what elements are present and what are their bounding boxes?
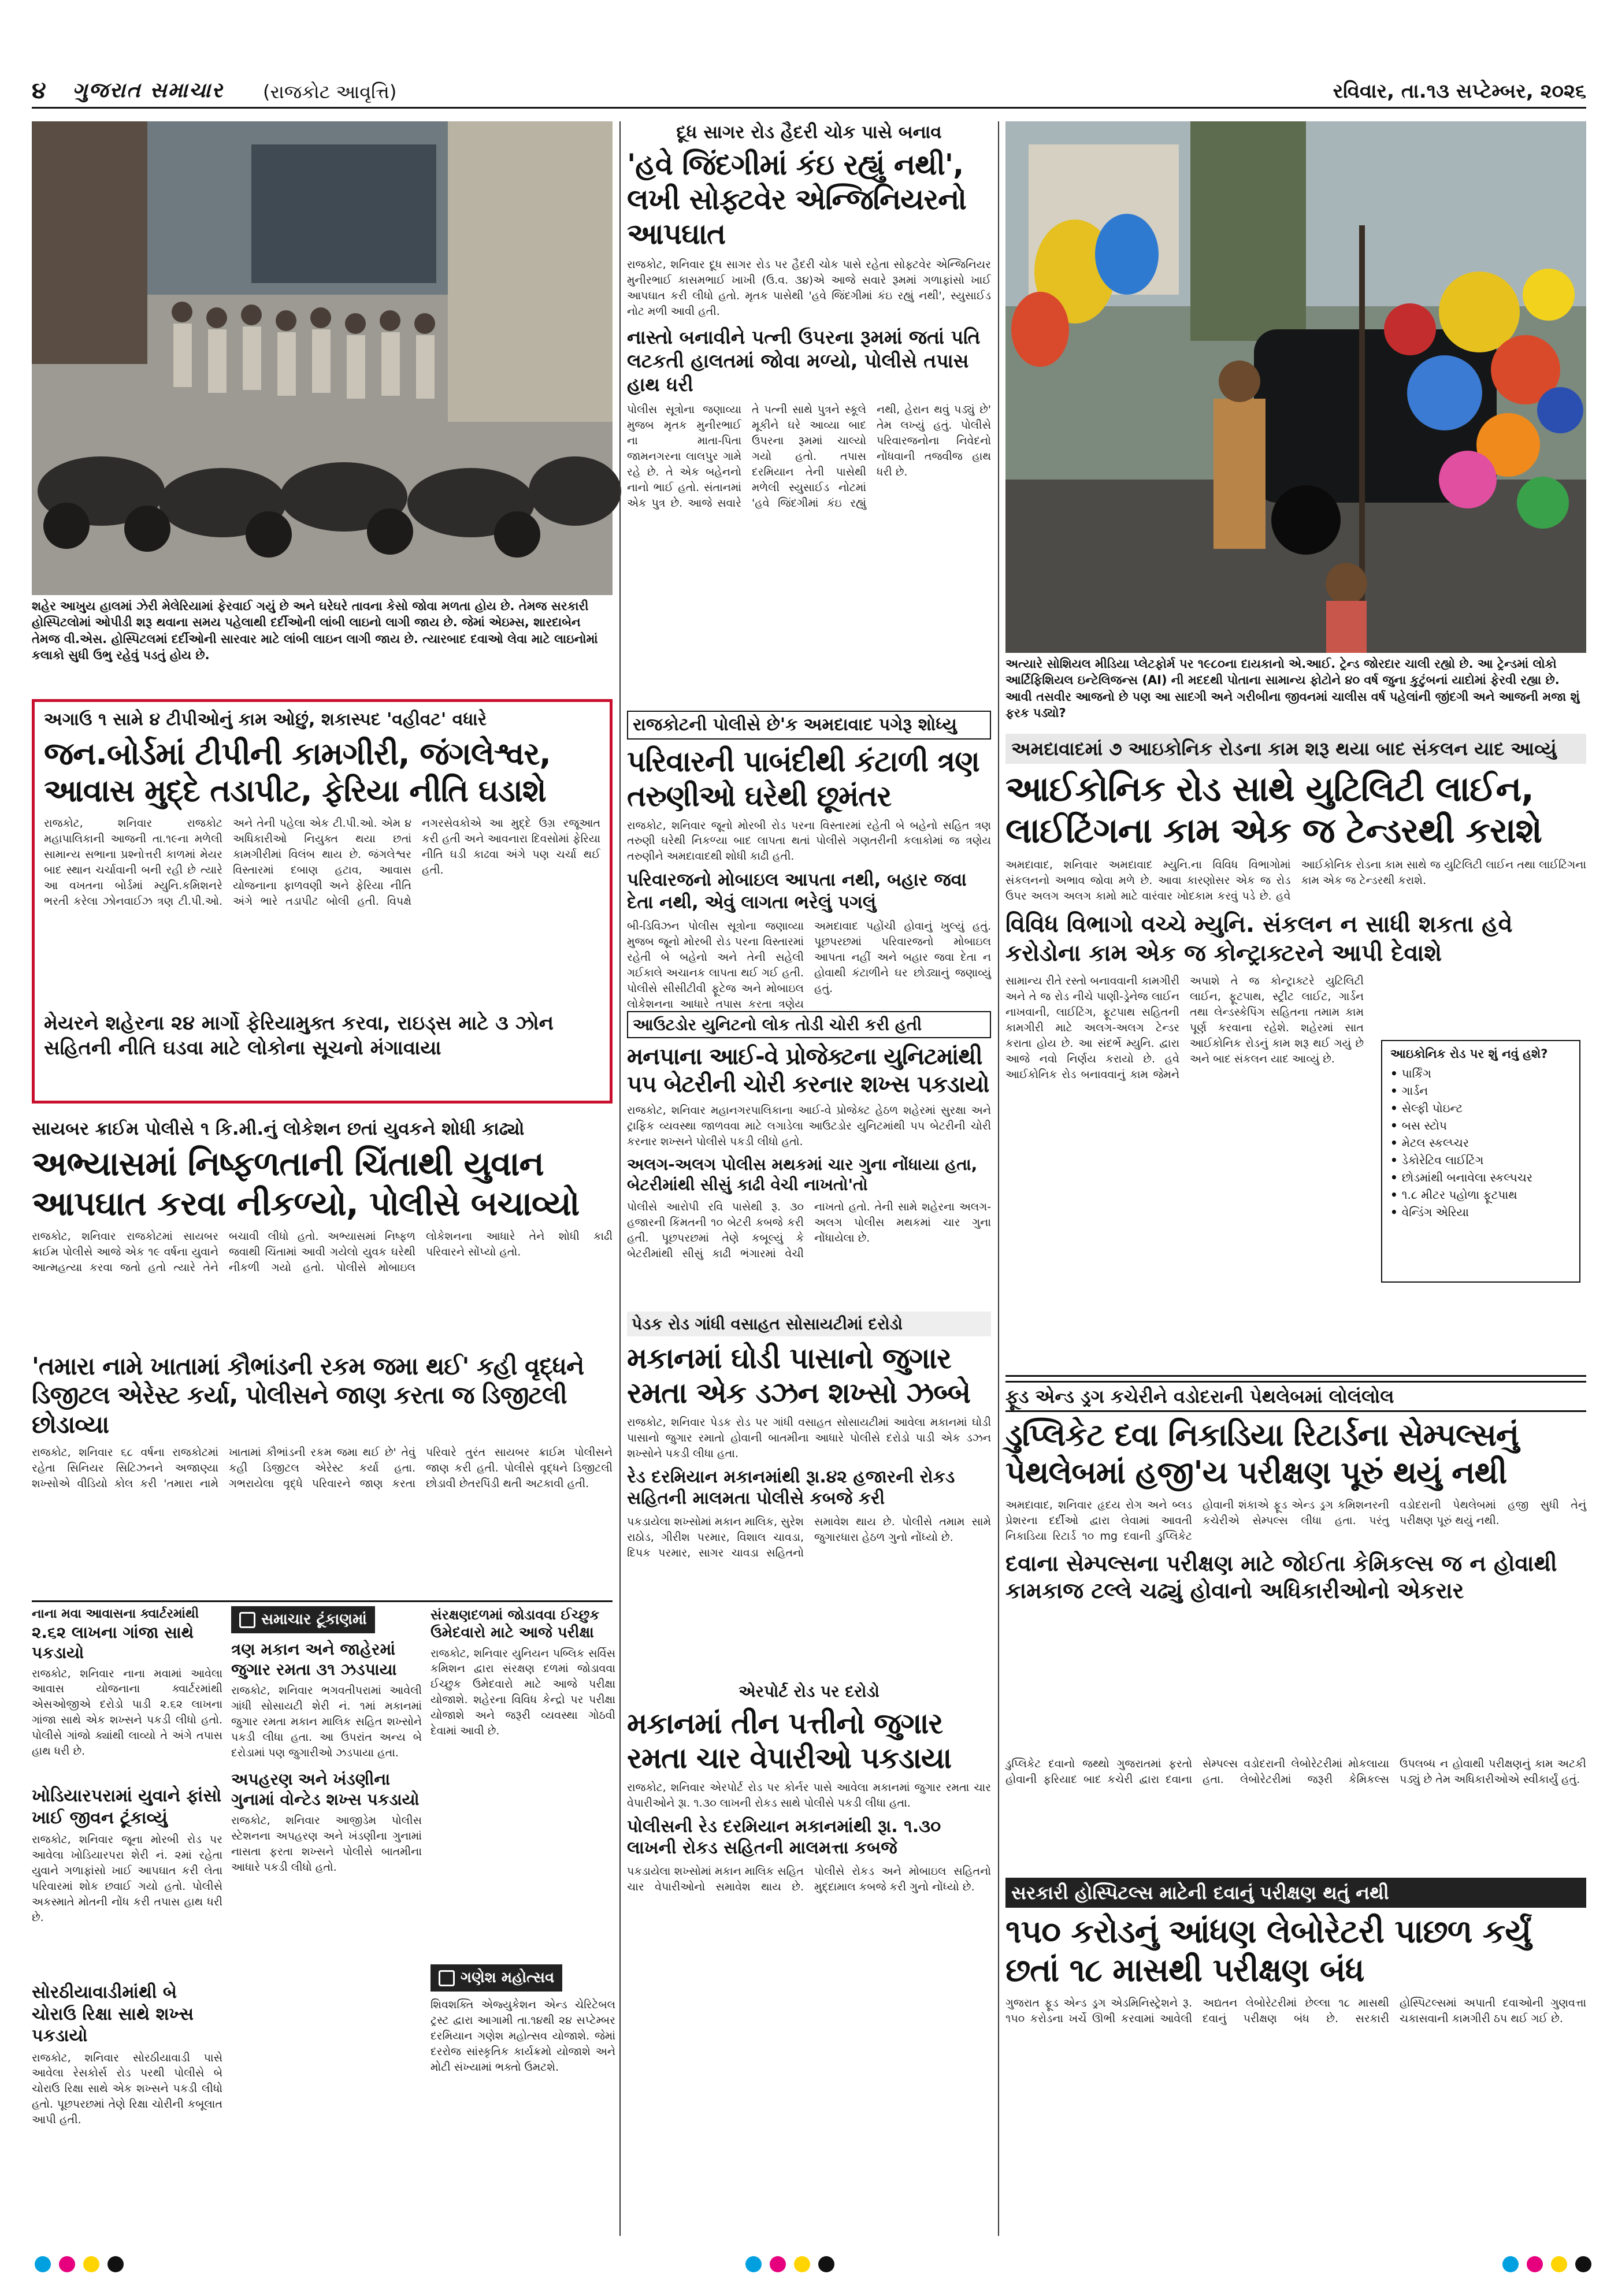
- page-number: ૪: [32, 77, 46, 104]
- ganesh-festival-tag: [431, 1964, 562, 1992]
- story-defence-exam: [431, 1606, 615, 1953]
- story-kicker: સાયબર ક્રાઈમ પોલીસે ૧ કિ.મી.નું લોકેશન છતાં યુવકને શોધી કાઢ્યો: [32, 1119, 525, 1139]
- story-subhead: પરિવારજનો મોબાઇલ આપતા નથી, બહાર જવા દેતા નથી, એવું લાગતા ભરેલું પગલું: [627, 870, 967, 913]
- brief-body: રાજકોટ, શનિવાર ભગવતીપરામાં આવેલી ગાંધી સોસાયટી શેરી નં. ૧માં મકાનમાં જુગાર રમતા મકાન માલિક સહિત શખ્સોને પકડી લીધા હતા. આ ઉપરાંત અન્ય બે દરોડામાં પણ જુગારીઓ ઝડપાયા હતા.: [231, 1684, 422, 1759]
- feature-item: • મેટલ સ્કલ્પ્ચર: [1390, 1134, 1571, 1151]
- story-gambling-traders: [627, 1681, 991, 2236]
- edition-label: (રાજકોટ આવૃત્તિ): [263, 81, 397, 103]
- story-headline: ૨.૬૨ લાખના ગાંજા સાથે પકડાયો: [32, 1622, 194, 1662]
- toy-vendor-illustration: [1005, 121, 1586, 653]
- hourglass-icon: [239, 1612, 255, 1628]
- feature-item: • સેલ્ફી પોઇન્ટ: [1390, 1099, 1571, 1117]
- story-body: રાજકોટ, શનિવાર રાજકોટમાં સાયબર ક્રાઈમ પોલીસે આજે એક ૧૯ વર્ષના યુવાને આત્મહત્યા કરવા જતો હતો ત્યારે તેને બચાવી લીધો હતો. અભ્યાસમાં નિષ્ફળ જવાથી ચિંતામાં આવી ગયેલો યુવક ઘરેથી નીકળી ગયો હતો. પોલીસે મોબાઇલ લોકેશનના આધારે તેને શોધી કાઢી પરિવારને સોંપ્યો હતો.: [32, 1229, 613, 1274]
- story-digital-arrest: [32, 1352, 613, 1595]
- right-photo-caption: અત્યારે સોશિયલ મીડિયા પ્લેટફોર્મ પર ૧૯૮૦ના દાયકાનો એ.આઈ. ટ્રેન્ડ જોરદાર ચાલી રહ્યો છે. આ ટ્રેન્ડમાં લોકો આર્ટિફિશિયલ ઇન્ટેલિજન્સ (AI) ની મદદથી પોતાના સામાન્ય ફોટોને ૪૦ વર્ષ જુના કુટુંબનાં યાદોમાં ફેરવી રહ્યા છે. આવી તસવીર આજનો છે પણ આ સાદગી અને ગરીબીના જીવનમાં ચાલીસ વર્ષ પહેલાંની જીંદગી અને આજની મજા શું ફરક પડ્યો?: [1005, 657, 1580, 720]
- color-registration-marks: [35, 2256, 124, 2272]
- story-kicker: પેડક રોડ ગાંધી વસાહત સોસાયટીમાં દરોડો: [627, 1312, 991, 1336]
- story-subhead: અલગ-અલગ પોલીસ મથકમાં ચાર ગુના નોંધાયા હતા, બેટરીમાંથી સીસું કાઢી વેચી નાખતો'તો: [627, 1154, 978, 1194]
- story-subhead: મેયરને શહેરના ૨૪ માર્ગો ફેરિયામુક્ત કરવા, રાઇડ્સ માટે ૩ ઝોન સહિતની નીતિ ઘડવા માટે લોકોના સૂચનો મંગાવાયા: [44, 1012, 554, 1060]
- story-body: ગુજરાત ફૂડ એન્ડ ડ્રગ એડમિનિસ્ટ્રેશને રૂ. ૧૫૦ કરોડના ખર્ચે ઊભી કરવામાં આવેલી અદ્યતન લેબોરેટરીમાં છેલ્લા ૧૮ માસથી દવાનું પરીક્ષણ બંધ છે. સરકારી હોસ્પિટલ્સમાં અપાતી દવાઓની ગુણવત્તા ચકાસવાની કામગીરી ઠપ થઈ ગઈ છે.: [1005, 1997, 1586, 2026]
- story-ganja-seizure: [32, 1606, 222, 1779]
- story-subhead: નાસ્તો બનાવીને પત્ની ઉપરના રૂમમાં જતાં પતિ લટકતી હાલતમાં જોવા મળ્યો, પોલીસે તપાસ હાથ ધરી: [627, 325, 981, 396]
- brief-headline: અપહરણ અને ખંડણીના ગુનામાં વોન્ટેડ શખ્સ પકડાયો: [231, 1769, 420, 1809]
- section-rule: [32, 1600, 613, 1602]
- story-body-continued: ડુપ્લિકેટ દવાનો જથ્થો ગુજરાતમાં ફરતો હોવાની ફરિયાદ બાદ કચેરી દ્વારા દવાના સેમ્પલ્સ વડોદરાની લેબોરેટરીમાં મોકલાયા હતા. લેબોરેટરીમાં જરૂરી કેમિકલ્સ ઉપલબ્ધ ન હોવાથી પરીક્ષણનું કામ અટકી પડ્યું છે તેમ અધિકારીઓએ સ્વીકાર્યું હતું.: [1005, 1758, 1586, 1786]
- feature-item: • ડેકોરેટિવ લાઈટિંગ: [1390, 1151, 1571, 1169]
- story-body: રાજકોટ, શનિવાર સોરઠીયાવાડી પાસે આવેલા રેસકોર્સ રોડ પરથી પોલીસે બે ચોરાઉ રિક્ષા સાથે એક શખ્સને પકડી લીધો હતો. પૂછપરછમાં તેણે રિક્ષા ચોરીની કબૂલાત આપી હતી.: [32, 2051, 222, 2127]
- story-body-continued: પોલીસ સૂત્રોના જણાવ્યા મુજબ મૃતક મુનીરભાઈ ના માતા-પિતા જામનગરના લાલપુર ગામે રહે છે. તે એક બહેનનો નાનો ભાઈ હતો. સંતાનમાં એક પુત્ર છે. આજે સવારે તે પત્ની સાથે પુત્રને સ્કૂલે મૂકીને ઘરે આવ્યા બાદ ઉપરના રૂમમાં ચાલ્યો ગયો હતો. તપાસ દરમિયાન તેની પાસેથી મળેલી સ્યુસાઈડ નોટમાં 'હવે જિંદગીમાં કંઇ રહ્યું નથી, હેરાન થવું પડ્યું છે' તેમ લખ્યું હતું. પોલીસે પરિવારજનોના નિવેદનો નોંધવાની તજવીજ હાથ ધરી છે.: [627, 403, 991, 510]
- story-cyber-rescue: [32, 1118, 613, 1343]
- iconic-road-features-box: [1381, 1040, 1580, 1283]
- story-headline: જન.બોર્ડમાં ટીપીની કામગીરી, જંગલેશ્વર, આવાસ મુદ્દે તડાપીટ, ફેરિયા નીતિ ઘડાશે: [44, 735, 551, 809]
- story-kicker: નાના મવા આવાસના ક્વાર્ટરમાંથી: [32, 1607, 199, 1621]
- story-headline: આઈકોનિક રોડ સાથે યુટિલિટી લાઈન, લાઈટિંગના કામ એક જ ટેન્ડરથી કરાશે: [1005, 769, 1542, 851]
- ganesh-body: શિવશક્તિ એજ્યુકેશન એન્ડ ચેરિટેબલ ટ્રસ્ટ દ્વારા આગામી તા.૧૪થી ૨૪ સપ્ટેમ્બર દરમિયાન ગણેશ મહોત્સવ યોજાશે. જેમાં દરરોજ સાંસ્કૃતિક કાર્યક્રમો યોજાશે અને મોટી સંખ્યામાં ભક્તો ઉમટશે.: [431, 1998, 615, 2074]
- story-kicker: અમદાવાદમાં ૭ આઇકોનિક રોડના કામ શરૂ થયા બાદ સંકલન યાદ આવ્યું: [1005, 734, 1586, 764]
- box-title: આઇકોનિક રોડ પર શું નવું હશે?: [1390, 1047, 1548, 1061]
- issue-date: રવિવાર, તા.૧૩ સપ્ટેમ્બર, ૨૦૨૬: [1333, 80, 1586, 103]
- story-body: રાજકોટ, શનિવાર દૂધ સાગર રોડ પર હૈદરી ચોક પાસે રહેતા સોફ્ટવેર એન્જિનિયર મુનીરભાઈ કાસમભાઈ ખાખી (ઉ.વ. ૩૪)એ આજે સવારે રૂમમાં ગળાફાંસો ખાઈ આપઘાત કરી લીધો હતો. મૃતક પાસેથી 'હવે જિંદગીમાં કંઇ રહ્યું નથી', સ્યુસાઈડ નોટ મળી આવી હતી.: [627, 258, 991, 318]
- story-kicker: સંરક્ષણદળમાં જોડાવવા ઈચ્છુક: [431, 1607, 600, 1623]
- story-body: રાજકોટ, શનિવાર રાજકોટ મહાપાલિકાની આજની તા.૧૯ના મળેલી સામાન્ય સભાના પ્રશ્નોત્તરી કાળમાં મેયર બાદ સ્થાન ચર્ચાવાની બની રહી છે ત્યારે આ વખતના બોર્ડમાં મ્યુનિ.કમિશનરે ભરતી કરેલા ઝોનવાઈઝ ત્રણ ટી.પી.ઓ. અને તેની પહેલા એક ટી.પી.ઓ. એમ ૪ અધિકારીઓ નિયુક્ત થયા છતાં કામગીરીમાં વિલંબ થાય છે. જંગલેશ્વર વિસ્તારમાં દબાણ હટાવ, આવાસ યોજનાના ફાળવણી અને ફેરિયા નીતિ અંગે ભારે તડાપીટ બોલી હતી. વિપક્ષે નગરસેવકોએ આ મુદ્દે ઉગ્ર રજૂઆત કરી હતી અને આવનારા દિવસોમાં ફેરિયા નીતિ ઘડી કાઢવા અંગે પણ ચર્ચા થઈ હતી.: [44, 817, 600, 908]
- story-body-continued: પોલીસે આરોપી રવિ પાસેથી રૂ. ૩૦ હજારની કિંમતની ૧૦ બેટરી કબજે કરી હતી. પૂછપરછમાં તેણે કબૂલ્યું કે બેટરીમાંથી સીસું કાઢી ભંગારમાં વેચી નાખતો હતો. તેની સામે શહેરના અલગ-અલગ પોલીસ મથકમાં ચાર ગુના નોંધાયેલા છે.: [627, 1200, 991, 1260]
- story-body: રાજકોટ, શનિવાર મહાનગરપાલિકાના આઈ-વે પ્રોજેક્ટ હેઠળ શહેરમાં સુરક્ષા અને ટ્રાફિક વ્યવસ્થા જાળવવા માટે લગાડેલા આઉટડોર યુનિટમાંથી ૫૫ બેટરીની ચોરી કરનાર શખ્સને પોલીસે પકડી લીધો હતો.: [627, 1104, 991, 1148]
- story-headline: ૧૫૦ કરોડનું આંધણ લેબોરેટરી પાછળ કર્યું છતાં ૧૮ માસથી પરીક્ષણ બંધ: [1005, 1913, 1531, 1990]
- story-subhead: દવાના સેમ્પલ્સના પરીક્ષણ માટે જોઈતા કેમિકલ્સ જ ન હોવાથી કામકાજ ટલ્લે ચઢ્યું હોવાનો અધિકારીઓનો એકરાર: [1005, 1550, 1557, 1603]
- story-body: રાજકોટ, શનિવાર જૂના મોરબી રોડ પર આવેલા ખોડિયારપરા શેરી નં. ૨માં રહેતા યુવાને ગળાફાંસો ખાઈ આપઘાત કરી લેતા પરિવારમાં શોક છવાઈ ગયો હતો. પોલીસે અકસ્માતે મોતની નોંધ કરી તપાસ હાથ ધરી છે.: [32, 1833, 222, 1924]
- story-body-continued: પકડાયેલા શખ્સોમાં મકાન માલિક, સુરેશ રાઠોડ, ગીરીશ પરમાર, વિશાલ ચાવડા, દિપક પરમાર, સાગર ચાવડા સહિતનો સમાવેશ થાય છે. પોલીસે તમામ સામે જુગારધારા હેઠળ ગુનો નોંધ્યો છે.: [627, 1515, 991, 1559]
- story-subhead: રેડ દરમિયાન મકાનમાંથી રૂા.૪૨ હજારની રોકડ સહિતની માલમતા પોલીસે કબજે કરી: [627, 1466, 955, 1509]
- story-headline: ઉમેદવારો માટે આજે પરીક્ષા: [431, 1624, 594, 1641]
- story-tp-board: [32, 699, 613, 1104]
- feature-item: • પાર્કિંગ: [1390, 1065, 1571, 1082]
- page-header: [32, 75, 1586, 109]
- tag-label: ગણેશ મહોત્સવ: [461, 1969, 555, 1986]
- story-headline: પરિવારની પાબંદીથી કંટાળી ત્રણ તરુણીઓ ઘરેથી છૂમંતર: [627, 744, 979, 813]
- brief-headline: ત્રણ મકાન અને જાહેરમાં જુગાર રમતા ૩૧ ઝડપાયા: [231, 1640, 397, 1679]
- story-software-engineer: [627, 121, 991, 699]
- story-kicker: અગાઉ ૧ સામે ૪ ટીપીઓનું કામ ઓછું, શકાસ્પદ 'વહીવટ' વધારે: [44, 709, 487, 730]
- left-photo-caption: શહેર આખુય હાલમાં ઝેરી મેલેરિયામાં ફેરવાઈ ગયું છે અને ઘરેઘરે તાવના કેસો જોવા મળતા હોય છે. તેમજ સરકારી હોસ્પિટલોમાં ઓપીડી શરૂ થવાના સમય પહેલાથી દર્દીઓની લાંબી લાઇનો લાગી જાય છે. જેમાં એઇમ્સ, શારદાબેન તેમજ વી.એસ. હોસ્પિટલમાં દર્દીઓની સારવાર માટે લાંબી લાઇન લાગી જાય છે. ત્યારબાદ દવાઓ લેવા માટે લાઇનોમાં કલાકો સુધી ઉભુ રહેવું પડતું હોય છે.: [32, 599, 598, 663]
- story-subhead: પોલીસની રેડ દરમિયાન મકાનમાંથી રૂા. ૧.૩૦ લાખની રોકડ સહિતની માલમત્તા કબજે: [627, 1816, 941, 1859]
- story-kicker: દૂધ સાગર રોડ હૈદરી ચોક પાસે બનાવ: [676, 122, 942, 143]
- story-headline: મકાનમાં તીન પત્તીનો જુગાર રમતા ચાર વેપારીઓ પકડાયા: [627, 1707, 952, 1775]
- story-headline: મકાનમાં ઘોડી પાસાનો જુગાર રમતા એક ડઝન શખ્સો ઝબ્બે: [627, 1342, 971, 1410]
- story-kicker: ફૂડ એન્ડ ડ્રગ કચેરીને વડોદરાની પેથલેબમાં લોલંલોલ: [1005, 1381, 1586, 1412]
- story-body-continued: સામાન્ય રીતે રસ્તો બનાવવાની કામગીરી અને તે જ રોડ નીચે પાણી-ડ્રેનેજ લાઈન નાખવાની, લાઈટિંગ, ફૂટપાથ સહિતની કામગીરી માટે અલગ-અલગ ટેન્ડર કરાતા હોય છે. આ સંદર્ભે મ્યુનિ. દ્વારા આજે નવો નિર્ણય કરાયો છે. હવે આઈકોનિક રોડ બનાવવાનું કામ જેમને અપાશે તે જ કોન્ટ્રાક્ટરે યુટિલિટી લાઈન, ફૂટપાથ, સ્ટ્રીટ લાઈટ, ગાર્ડન તથા લેન્ડસ્કેપિંગ સહિતના તમામ કામ પૂર્ણ કરવાના રહેશે. શહેરમાં સાત આઈકોનિક રોડનું કામ શરૂ થઈ ગયું છે અને બાદ સંકલન યાદ આવ્યું છે.: [1005, 974, 1364, 1081]
- brief-body: રાજકોટ, શનિવાર આજીડેમ પોલીસ સ્ટેશનના અપહરણ અને ખંડણીના ગુનામાં નાસતા ફરતા શખ્સને પોલીસે બાતમીના આધારે પકડી લીધો હતો.: [231, 1814, 422, 1874]
- story-battery-theft: [627, 1011, 991, 1300]
- story-body-continued: પકડાયેલા શખ્સોમાં મકાન માલિક સહિત ચાર વેપારીઓનો સમાવેશ થાય છે. પોલીસે રોકડ અને મોબાઇલ સહિતનો મુદ્દામાલ કબજે કરી ગુનો નોંધ્યો છે.: [627, 1864, 991, 1893]
- story-body: અમદાવાદ, શનિવાર હૃદય રોગ અને બ્લડ પ્રેશરના દર્દીઓ દ્વારા લેવામાં આવતી નિકાડિયા રિટાર્ડ ૧૦ mg દવાની ડુપ્લિકેટ હોવાની શંકાએ ફૂડ એન્ડ ડ્રગ કમિશનરની કચેરીએ સેમ્પલ્સ લીધા હતા. પરંતુ વડોદરાની પેથલેબમાં હજી સુધી તેનું પરીક્ષણ પૂરું થયું નથી.: [1005, 1498, 1586, 1543]
- story-body: રાજકોટ, શનિવાર જૂનો મોરબી રોડ પરના વિસ્તારમાં રહેતી બે બહેનો સહિત ત્રણ તરુણી ઘરેથી નિકળ્યા બાદ લાપતા થતાં પોલીસે ગણતરીની કલાકોમાં જ ત્રણેય તરુણીને અમદાવાદથી શોધી કાઢી હતી.: [627, 819, 991, 863]
- story-stolen-rickshaw: [32, 1982, 222, 2236]
- story-kicker: રાજકોટની પોલીસે છે'ક અમદાવાદ પગેરૂ શોધ્યુ: [627, 711, 991, 740]
- hourglass-icon: [439, 1970, 455, 1986]
- story-subhead: વિવિધ વિભાગો વચ્ચે મ્યુનિ. સંકલન ન સાધી શકતા હવે કરોડોના કામ એક જ કોન્ટ્રાક્ટરને આપી દેવાશે: [1005, 911, 1513, 967]
- story-headline: 'હવે જિંદગીમાં કંઇ રહ્યું નથી', લખી સોફ્ટવેર એન્જિનિયરનો આપઘાત: [627, 147, 966, 251]
- color-registration-marks: [745, 2256, 834, 2272]
- story-gambling-dozen: [627, 1312, 991, 1670]
- story-headline: 'તમારા નામે ખાતામાં કૌભાંડની રકમ જમા થઈ' કહી વૃદ્ધને ડિજીટલ એરેસ્ટ કર્યા, પોલીસને જાણ કરતા જ ડિજીટલી છોડાવ્યા: [32, 1352, 584, 1439]
- feature-item: • વેન્ડિંગ એરિયા: [1390, 1203, 1571, 1221]
- story-headline: ડુપ્લિકેટ દવા નિકાડિયા રિટાર્ડના સેમ્પલ્સનું પેથલેબમાં હજી'ય પરીક્ષણ પૂરું થયું નથી: [1005, 1417, 1519, 1491]
- story-headline: ખોડિયારપરામાં યુવાને ફાંસો ખાઈ જીવન ટૂંકાવ્યું: [32, 1786, 222, 1828]
- feature-item: • બસ સ્ટોપ: [1390, 1117, 1571, 1134]
- feature-list: [1390, 1065, 1571, 1221]
- story-kicker: એરપોર્ટ રોડ પર દરોડો: [739, 1682, 879, 1701]
- news-in-brief: [231, 1606, 422, 2236]
- story-body-continued: બી-ડિવિઝન પોલીસ સૂત્રોના જણાવ્યા મુજબ જૂનો મોરબી રોડ પરના વિસ્તારમાં રહેતી બે બહેનો અને તેની સહેલી ગઈકાલે અચાનક લાપતા થઈ ગઈ હતી. પોલીસે સીસીટીવી ફૂટેજ અને મોબાઇલ લોકેશનના આધારે તપાસ કરતા ત્રણેય અમદાવાદ પહોંચી હોવાનું ખુલ્યું હતું. પૂછપરછમાં પરિવારજનો મોબાઇલ આપતા નહીં અને બહાર જવા દેતા ન હોવાથી કંટાળીને ઘર છોડ્યાનું જણાવ્યું હતું.: [627, 919, 991, 1010]
- column-rule: [619, 121, 621, 2236]
- story-duplicate-drug: [1005, 1381, 1586, 1751]
- feature-item: • ગાર્ડન: [1390, 1082, 1571, 1099]
- story-headline: અભ્યાસમાં નિષ્ફળતાની ચિંતાથી યુવાન આપઘાત કરવા નીકળ્યો, પોલીસે બચાવ્યો: [32, 1143, 580, 1224]
- feature-item: • છોડમાંથી બનાવેલા સ્કલ્પચર: [1390, 1169, 1571, 1186]
- hospital-queue-illustration: [32, 121, 613, 595]
- story-headline: મનપાના આઈ-વે પ્રોજેક્ટના યુનિટમાંથી ૫૫ બેટરીની ચોરી કરનાર શખ્સ પકડાયો: [627, 1043, 989, 1098]
- story-three-girls: [627, 711, 991, 1010]
- story-khodiyarpara: [32, 1785, 222, 1976]
- toy-vendor-photo: [1005, 121, 1586, 653]
- story-body: અમદાવાદ, શનિવાર અમદાવાદ મ્યુનિ.ના વિવિધ વિભાગોમાં સંકલનનો અભાવ જોવા મળે છે. આવા કારણોસર એક જ રોડ ઉપર અલગ અલગ કામો માટે વારંવાર ખોદકામ કરવું પડે છે. હવે આઈકોનિક રોડના કામ સાથે જ યુટિલિટી લાઈન તથા લાઈટિંગના કામ એક જ ટેન્ડરથી કરાશે.: [1005, 859, 1586, 902]
- tag-label: સમાચાર ટૂંકાણમાં: [261, 1611, 367, 1628]
- feature-item: • ૧.૮ મીટર પહોળા ફૂટપાથ: [1390, 1186, 1571, 1203]
- hospital-queue-photo: [32, 121, 613, 595]
- story-duplicate-drug-continued: [1005, 1756, 1586, 1872]
- color-registration-marks: [1502, 2256, 1591, 2272]
- story-body: રાજકોટ, શનિવાર નાના મવામાં આવેલા આવાસ યોજનાના ક્વાર્ટરમાંથી એસઓજીએ દરોડો પાડી ૨.૬૨ લાખના ગાંજા સાથે એક શખ્સને પકડી લીધો હતો. પોલીસે ગાંજો ક્યાંથી લાવ્યો તે અંગે તપાસ હાથ ધરી છે.: [32, 1667, 222, 1758]
- story-body: રાજકોટ, શનિવાર એરપોર્ટ રોડ પર કોર્નર પાસે આવેલા મકાનમાં જુગાર રમતા ચાર વેપારીઓને રૂા. ૧.૩૦ લાખની રોકડ સાથે પોલીસે પકડી લીધા હતા.: [627, 1781, 991, 1810]
- section-rule: [1005, 1375, 1586, 1377]
- story-headline: સોરઠીયાવાડીમાંથી બે ચોરાઉ રિક્ષા સાથે શખ્સ પકડાયો: [32, 1982, 194, 2046]
- story-lab-closed: [1005, 1878, 1586, 2236]
- story-body: રાજકોટ, શનિવાર પેડક રોડ પર ગાંધી વસાહત સોસાયટીમાં આવેલા મકાનમાં ઘોડી પાસાનો જુગાર રમાતો હોવાની બાતમીના આધારે પોલીસે દરોડો પાડી એક ડઝન શખ્સોને પકડી લીધા હતા.: [627, 1416, 991, 1460]
- story-kicker: આઉટડોર યુનિટનો લોક તોડી ચોરી કરી હતી: [627, 1011, 991, 1038]
- ganesh-festival: [431, 1964, 615, 2236]
- story-body: રાજકોટ, શનિવાર યુનિયન પબ્લિક સર્વિસ કમિશન દ્વારા સંરક્ષણ દળમાં જોડાવવા ઈચ્છુક ઉમેદવારો માટે આજે પરીક્ષા યોજાશે. શહેરના વિવિધ કેન્દ્રો પર પરીક્ષા યોજાશે અને જરૂરી વ્યવસ્થા ગોઠવી દેવામાં આવી છે.: [431, 1647, 615, 1738]
- news-in-brief-tag: [231, 1606, 375, 1633]
- story-kicker: સરકારી હોસ્પિટલ્સ માટેની દવાનું પરીક્ષણ થતું નથી: [1005, 1878, 1586, 1908]
- column-rule: [998, 121, 999, 2236]
- newspaper-name: ગુજરાત સમાચાર: [72, 79, 224, 102]
- story-body: રાજકોટ, શનિવાર ૬૮ વર્ષના રાજકોટમાં રહેતા સિનિયર સિટિઝનને અજાણ્યા શખ્સોએ વીડિયો કોલ કરી 'તમારા નામે ખાતામાં કૌભાંડની રકમ જમા થઈ છે' તેવું કહી ડિજીટલ એરેસ્ટ કર્યા હતા. ગભરાયેલા વૃદ્ધે પરિવારને જાણ કરતા પરિવારે તુરંત સાયબર ક્રાઈમ પોલીસને જાણ કરી હતી. પોલીસે વૃદ્ધને ડિજીટલી છોડાવી છેતરપિંડી થતી અટકાવી હતી.: [32, 1446, 613, 1491]
